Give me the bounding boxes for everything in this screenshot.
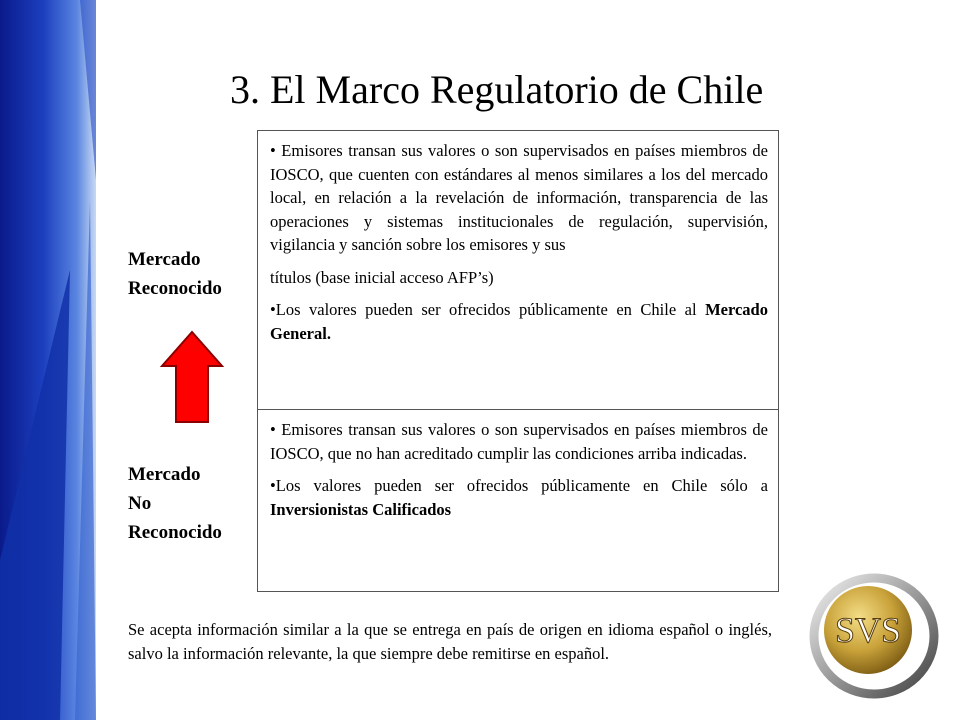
label-line: Reconocido [128, 522, 222, 543]
not-recognized-bullet-1: • Emisores transan sus valores o son supervisados en países miembros de IOSCO, que no han acreditado cumplir las condiciones arriba indicadas. [270, 420, 768, 463]
not-recognized-bullet-2-emphasis: Inversionistas Calificados [270, 499, 452, 519]
label-mercado-reconocido [128, 245, 222, 303]
band-spikes-decoration [0, 0, 96, 720]
label-line: No [128, 493, 152, 514]
up-arrow-icon [160, 330, 224, 426]
label-line: Mercado [128, 464, 201, 485]
slide-title: 3. El Marco Regulatorio de Chile [230, 67, 764, 112]
decorative-side-band [0, 0, 96, 720]
recognized-bullet-1: • Emisores transan sus valores o son supervisados en países miembros de IOSCO, que cuenten con estándares al menos similares a los del mercado local, en relación a la revelación de información, transparencia de las operaciones y sistemas institucionales de regulación, supervisión, vigilancia y sanción sobre los emisores y sus [270, 141, 768, 254]
svs-logo [808, 570, 940, 702]
recognized-market-box [257, 130, 779, 410]
logo-lettering: SVS [834, 610, 902, 650]
footnote-text: Se acepta información similar a la que se entrega en país de origen en idioma español o inglés, salvo la información relevante, la que siempre debe remitirse en español. [128, 620, 772, 663]
recognized-bullet-1-continuation: títulos (base inicial acceso AFP’s) [270, 267, 494, 287]
label-line: Reconocido [128, 278, 222, 299]
recognized-bullet-2-text: •Los valores pueden ser ofrecidos públicamente en Chile al [270, 300, 706, 319]
label-mercado-no-reconocido [128, 460, 222, 547]
label-line: Mercado [128, 249, 201, 270]
not-recognized-market-box [257, 409, 779, 592]
not-recognized-bullet-2 [270, 474, 768, 521]
recognized-bullet-2-emphasis: Mercado General. [270, 300, 768, 343]
recognized-bullet-2 [270, 298, 768, 345]
not-recognized-bullet-2-text: •Los valores pueden ser ofrecidos públicamente en Chile sólo a [270, 476, 768, 495]
